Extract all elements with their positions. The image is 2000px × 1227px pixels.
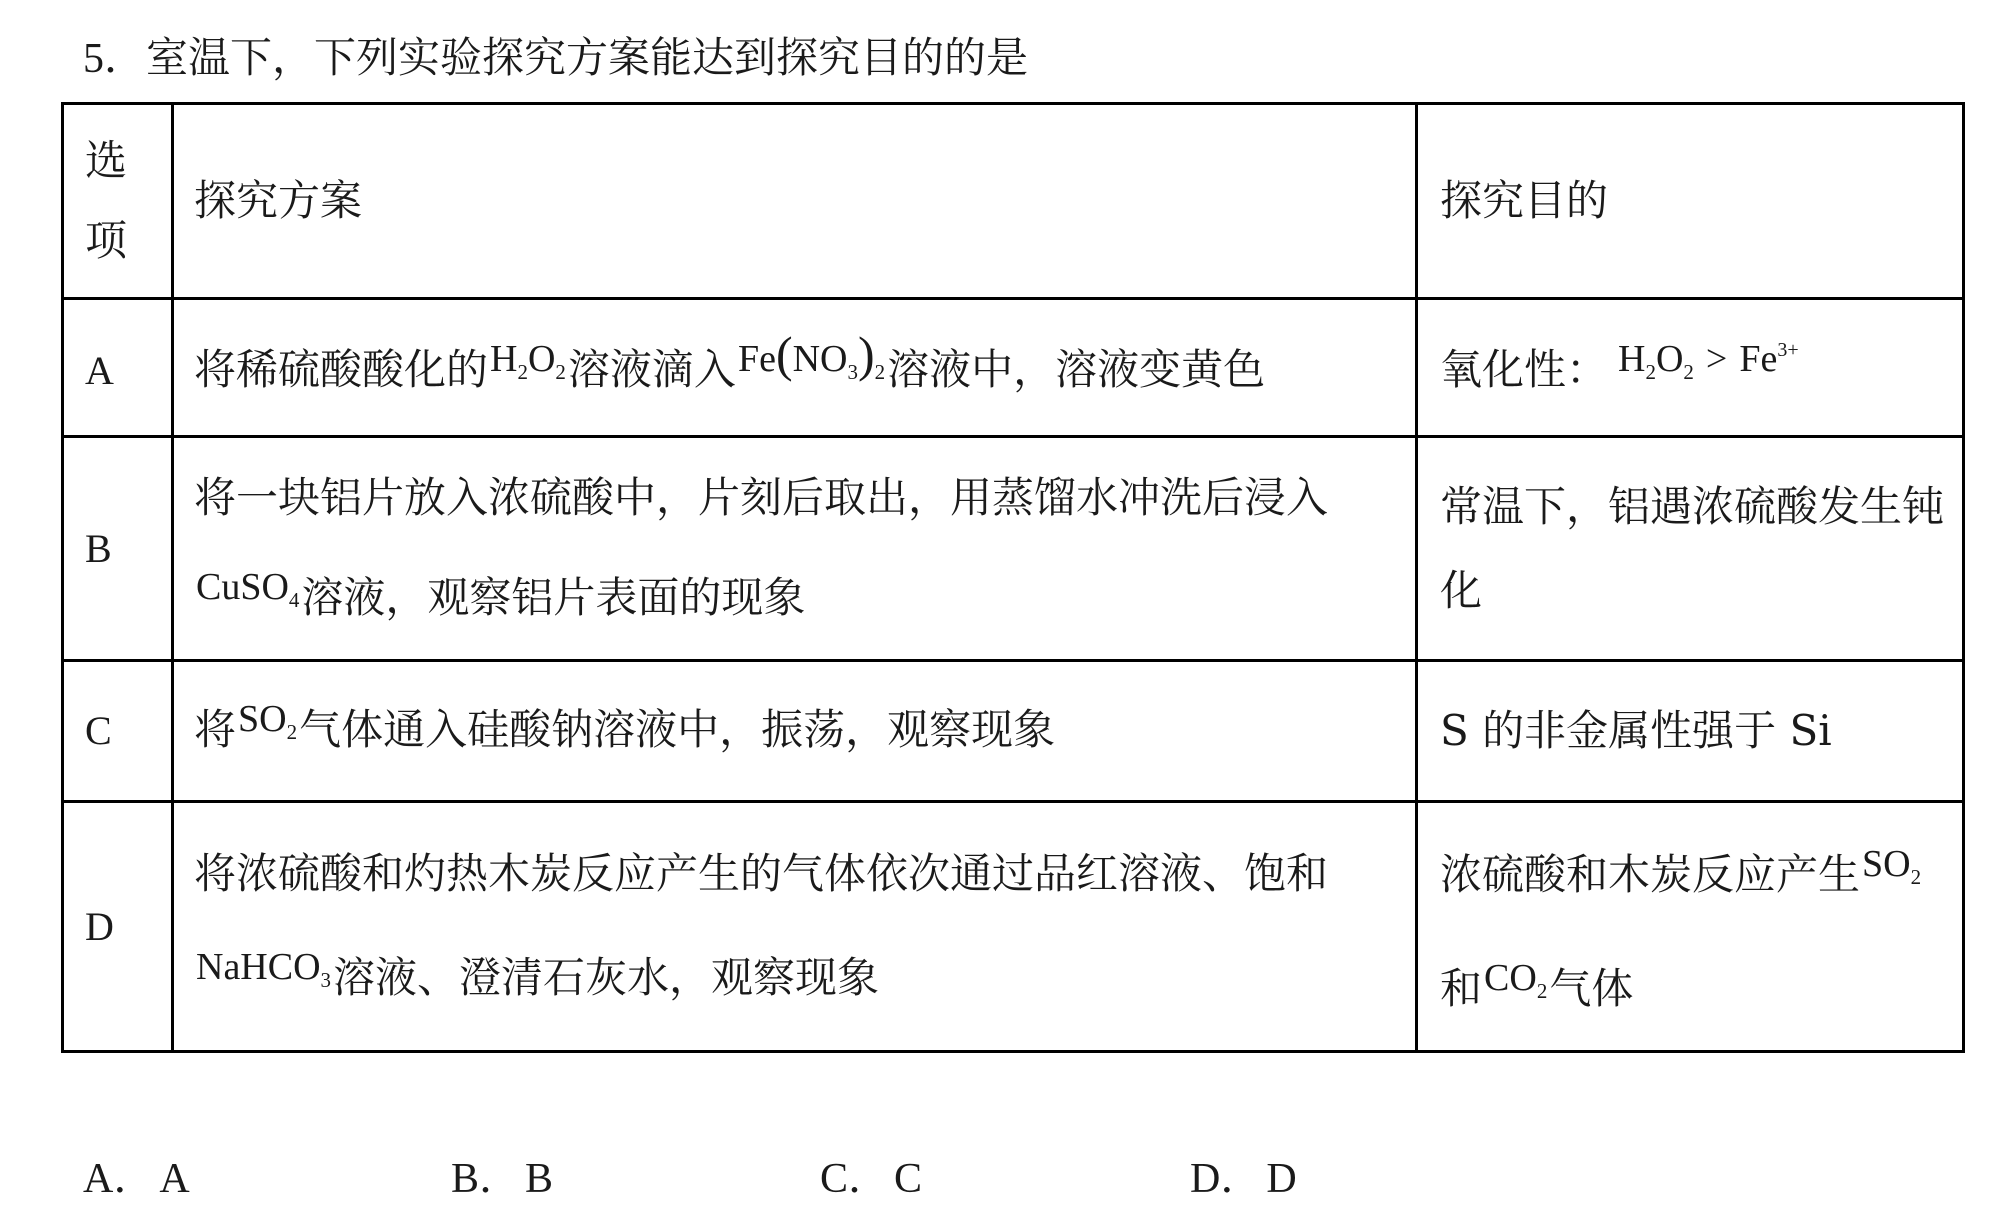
row-c-goal-cell (1418, 662, 1962, 803)
row-d-option-label: D (85, 903, 114, 949)
row-a-option-cell (64, 300, 174, 438)
experiment-table (61, 102, 1965, 1053)
row-a-plan-text-1: 将稀硫酸酸化的 (194, 344, 489, 394)
question-number: 5． (83, 36, 147, 82)
oxidizing-comparison-formula (1618, 329, 1799, 389)
row-c-plan-cell (174, 662, 1418, 803)
formula-element: H (490, 337, 518, 380)
row-b-option-cell (64, 438, 174, 662)
formula-subscript: 3 (320, 967, 332, 992)
choice-d-label: D． (1190, 1156, 1263, 1202)
formula-element: O (527, 337, 556, 380)
row-b-plan-line-1 (194, 448, 1415, 548)
row-d-plan-text-1: 将浓硫酸和灼热木炭反应产生的气体依次通过品红溶液、饱和 (194, 848, 1329, 898)
choice-c-label: C． (820, 1156, 891, 1202)
formula-charge-superscript: 3+ (1777, 338, 1799, 361)
header-option-char: 选 (85, 136, 128, 185)
row-d-plan-line-2 (194, 926, 1415, 1032)
row-a-goal-text: 氧化性： (1440, 344, 1609, 394)
formula-element: O (1655, 337, 1684, 380)
formula-subscript: 2 (286, 720, 298, 744)
formula-element: NaHCO (196, 945, 321, 988)
formula-subscript: 2 (555, 359, 566, 384)
row-c-plan-text-2: 气体通入硅酸钠溶液中，振荡，观察现象 (299, 705, 1056, 754)
row-b-goal-line-1 (1440, 465, 1962, 549)
choice-d (1190, 1155, 1297, 1203)
header-option-char: 项 (85, 216, 128, 265)
row-a-plan-cell (174, 300, 1418, 438)
formula-subscript: 2 (1645, 359, 1656, 384)
row-c-goal-line (1440, 701, 1962, 761)
formula-subscript: 3 (847, 359, 858, 384)
header-goal-text: 探究目的 (1440, 176, 1609, 225)
row-d-goal-text-3: 气体 (1549, 963, 1634, 1013)
question-text: 室温下，下列实验探究方案能达到探究目的的是 (146, 33, 1029, 82)
formula-element: CO (1484, 956, 1537, 999)
choice-a (83, 1155, 190, 1203)
row-a-goal-cell (1418, 300, 1962, 438)
choice-b-value: B (525, 1156, 554, 1202)
row-a-plan-text-2: 溶液滴入 (567, 344, 736, 394)
header-plan-line (194, 171, 1415, 231)
row-b-goal-cell (1418, 438, 1962, 662)
formula-paren-open: ( (775, 325, 793, 382)
header-goal-cell (1418, 105, 1962, 300)
formula-element: H (1618, 337, 1646, 380)
fe-no3-2-formula (737, 325, 886, 389)
choice-b-label: B． (451, 1156, 522, 1202)
so2-formula (1862, 808, 1921, 920)
choice-d-value: D (1266, 1156, 1297, 1202)
row-b-plan-text-1: 将一块铝片放入浓硫酸中，片刻后取出，用蒸馏水冲洗后浸入 (194, 472, 1329, 522)
row-b-plan-cell (174, 438, 1418, 662)
header-option-line (85, 201, 171, 281)
question-stem (83, 34, 1028, 83)
formula-element: Fe (1739, 337, 1778, 380)
row-c-option-line (85, 701, 171, 761)
formula-subscript: 4 (288, 587, 300, 612)
so2-formula (238, 689, 297, 749)
header-plan-text: 探究方案 (194, 176, 363, 225)
choice-a-label: A． (83, 1156, 156, 1202)
formula-element: CuSO (196, 565, 289, 608)
formula-subscript: 2 (517, 359, 528, 384)
greater-than-sign: > (1705, 337, 1728, 380)
cuso4-formula (196, 537, 299, 637)
row-a-goal-line (1440, 337, 1962, 402)
row-b-plan-text-2: 溶液，观察铝片表面的现象 (301, 572, 806, 622)
row-c-option-label: C (85, 708, 112, 753)
row-d-plan-text-2: 溶液、澄清石灰水，观察现象 (333, 952, 880, 1002)
co2-formula (1484, 922, 1547, 1034)
row-a-option-label: A (85, 347, 114, 393)
formula-paren-close: ) (857, 325, 875, 382)
choice-c-value: C (894, 1156, 923, 1202)
row-d-goal-text-2: 和 (1440, 963, 1483, 1013)
row-a-plan-line (194, 325, 1415, 402)
row-d-plan-cell (174, 803, 1418, 1050)
row-b-goal-line-2 (1440, 549, 1962, 633)
row-c-plan-line (194, 700, 1415, 762)
nahco3-formula (196, 915, 331, 1019)
row-d-goal-text-1: 浓硫酸和木炭反应产生 (1440, 849, 1861, 899)
row-b-goal-text-2: 化 (1440, 565, 1483, 615)
row-d-goal-line-1 (1440, 819, 1962, 933)
row-b-goal-text-1: 常温下，铝遇浓硫酸发生钝 (1440, 481, 1945, 531)
header-option-line (85, 121, 171, 201)
formula-element: NO (792, 337, 848, 380)
h2o2-formula (490, 329, 566, 389)
row-d-plan-line-1 (194, 822, 1415, 926)
row-a-option-line (85, 341, 171, 401)
formula-subscript: 2 (874, 359, 886, 384)
row-c-goal-text: S 的非金属性强于 Si (1440, 706, 1832, 755)
row-d-option-cell (64, 803, 174, 1050)
row-b-plan-line-2 (194, 548, 1415, 650)
choice-c (820, 1155, 922, 1203)
choice-b (451, 1155, 553, 1203)
formula-element: SO (1862, 842, 1911, 885)
formula-element: Fe (737, 337, 776, 380)
header-goal-line (1440, 171, 1962, 231)
row-d-goal-line-2 (1440, 933, 1962, 1047)
header-option-cell (64, 105, 174, 300)
header-plan-cell (174, 105, 1418, 300)
row-d-option-line (85, 897, 171, 957)
row-a-plan-text-3: 溶液中，溶液变黄色 (887, 344, 1266, 394)
choice-a-value: A (159, 1156, 190, 1202)
row-d-goal-cell (1418, 803, 1962, 1050)
row-c-plan-text-1: 将 (194, 705, 237, 754)
formula-subscript: 2 (1683, 359, 1694, 384)
row-b-option-label: B (85, 525, 112, 571)
row-c-option-cell (64, 662, 174, 803)
formula-subscript: 2 (1910, 864, 1922, 889)
formula-subscript: 2 (1536, 978, 1548, 1003)
row-b-option-line (85, 519, 171, 579)
formula-element: SO (238, 698, 287, 740)
